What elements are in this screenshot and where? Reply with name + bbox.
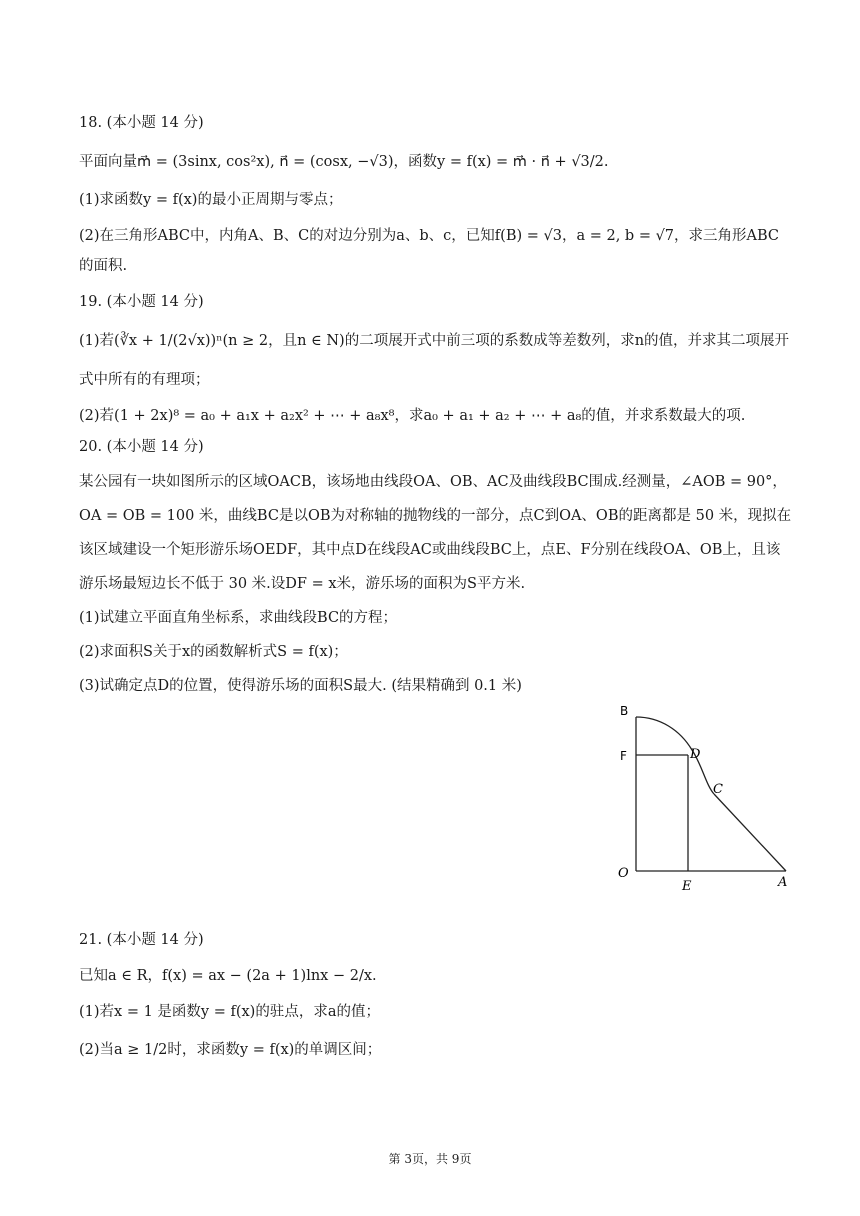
q18-header: 18. (本小题 14 分)	[79, 115, 204, 131]
label-e: E	[682, 879, 692, 894]
geometry-figure	[610, 700, 800, 900]
q21-header: 21. (本小题 14 分)	[79, 932, 204, 948]
page-footer: 第 3页，共 9页	[388, 1152, 472, 1166]
q18-part1: (1)求函数y = f(x)的最小正周期与零点；	[79, 192, 343, 208]
label-o: O	[618, 866, 629, 881]
label-b: B	[620, 704, 629, 718]
q20-part3: (3)试确定点D的位置，使得游乐场的面积S最大. (结果精确到 0.1 米)	[79, 678, 522, 694]
q20-header: 20. (本小题 14 分)	[79, 439, 204, 455]
q19-header: 19. (本小题 14 分)	[79, 294, 204, 310]
q18-part2: (2)在三角形ABC中，内角A、B、C的对边分别为a、b、c，已知f(B) = √3，a = 2, b = √7，求三角形ABC	[79, 228, 780, 244]
q20-stem-1: 某公园有一块如图所示的区域OACB，该场地由线段OA、OB、AC及曲线段BC围成.经测量，∠AOB = 90°，	[79, 474, 787, 490]
label-d: D	[690, 747, 701, 762]
q20-part2: (2)求面积S关于x的函数解析式S = f(x)；	[79, 644, 348, 660]
q20-stem-2: OA = OB = 100 米，曲线BC是以OB为对称轴的抛物线的一部分，点C到OA、OB的距离都是 50 米，现拟在	[79, 508, 792, 524]
q20-stem-4: 游乐场最短边长不低于 30 米.设DF = x米，游乐场的面积为S平方米.	[79, 576, 526, 592]
label-c: C	[713, 782, 723, 797]
label-f: F	[620, 749, 627, 763]
label-a: A	[778, 875, 788, 890]
q21-part2: (2)当a ≥ 1/2时，求函数y = f(x)的单调区间；	[79, 1042, 382, 1058]
segment-ca	[714, 794, 786, 871]
q19-part1: (1)若(∛x + 1/(2√x))ⁿ(n ≥ 2，且n ∈ N)的二项展开式中前三项的系数成等差数列，求n的值，并求其二项展开	[79, 333, 790, 349]
q21-part1: (1)若x = 1 是函数y = f(x)的驻点，求a的值；	[79, 1004, 380, 1020]
q18-stem: 平面向量m⃗ = (3sinx, cos²x), n⃗ = (cosx, −√3)，函数y = f(x) = m⃗ · n⃗ + √3/2.	[79, 154, 609, 170]
q20-stem-3: 该区域建设一个矩形游乐场OEDF，其中点D在线段AC或曲线段BC上，点E、F分别在线段OA、OB上，且该	[79, 542, 781, 558]
q20-part1: (1)试建立平面直角坐标系，求曲线段BC的方程；	[79, 610, 398, 626]
q18-part2-cont: 的面积.	[79, 258, 128, 274]
q19-part1-cont: 式中所有的有理项；	[79, 372, 210, 388]
q21-stem: 已知a ∈ R，f(x) = ax − (2a + 1)lnx − 2/x.	[79, 968, 377, 984]
q19-part2: (2)若(1 + 2x)⁸ = a₀ + a₁x + a₂x² + ⋯ + a₈x⁸，求a₀ + a₁ + a₂ + ⋯ + a₈的值，并求系数最大的项.	[79, 408, 746, 424]
